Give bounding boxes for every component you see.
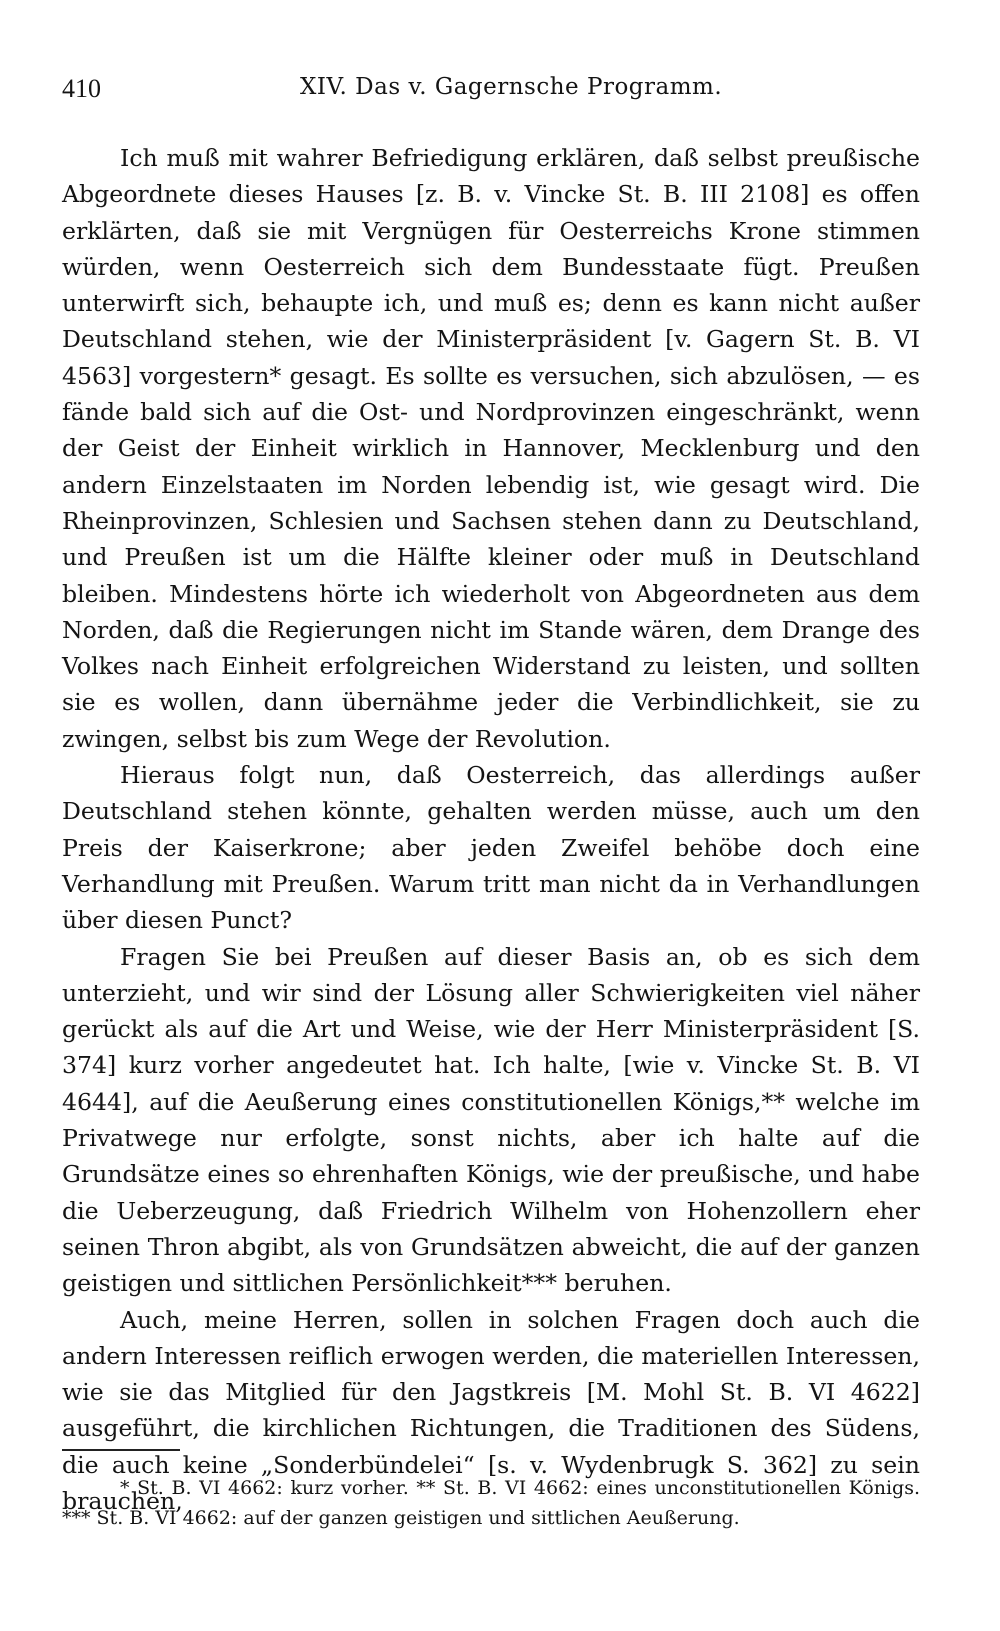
page-header — [62, 74, 920, 114]
footnote: * St. B. VI 4662: kurz vorher. ** St. B. VI 4662: eines unconstitutionellen Königs. *** St. B. VI 4662: auf der ganzen geistigen und sittlichen Aeußerung. — [62, 1477, 920, 1529]
main-text — [62, 140, 920, 1519]
paragraph: Fragen Sie bei Preußen auf dieser Basis an, ob es sich dem unterzieht, und wir sind der Lösung aller Schwierigkeiten viel näher gerückt als auf die Art und Weise, wie der Herr Ministerpräsident [S. 374] kurz vorher angedeutet hat. Ich halte, [wie v. Vincke St. B. VI 4644], auf die Aeußerung eines constitutionellen Königs,** welche im Privatwege nur erfolgte, sonst nichts, aber ich halte auf die Grundsätze eines so ehrenhaften Königs, wie der preußische, und habe die Ueberzeugung, daß Friedrich Wilhelm von Hohenzollern eher seinen Thron abgibt, als von Grundsätzen abweicht, die auf der ganzen geistigen und sittlichen Persönlichkeit*** beruhen. — [62, 942, 920, 1298]
footnotes — [62, 1473, 920, 1533]
paragraph: Auch, meine Herren, sollen in solchen Fragen doch auch die andern Interessen reiflich erwogen werden, die materiellen Interessen, wie sie das Mitglied für den Jagstkreis [M. Mohl St. B. VI 4622] ausgeführt, die kirchlichen Richtungen, die Traditionen des Südens, die auch keine „Sonderbündelei“ [s. v. Wydenbrugk S. 362] zu sein brauchen, — [62, 1305, 920, 1515]
paragraph: Hieraus folgt nun, daß Oesterreich, das allerdings außer Deutschland stehen könnte, gehalten werden müsse, auch um den Preis der Kaiserkrone; aber jeden Zweifel behöbe doch eine Verhandlung mit Preußen. Warum tritt man nicht da in Verhandlungen über diesen Punct? — [62, 761, 920, 935]
page-number: 410 — [62, 74, 101, 103]
footnote-divider — [62, 1449, 180, 1451]
running-head: XIV. Das v. Gagernsche Programm. — [300, 74, 723, 100]
paragraph: Ich muß mit wahrer Befriedigung erklären, daß selbst preußische Abgeordnete dieses Hauses [z. B. v. Vincke St. B. III 2108] es offen erklärten, daß sie mit Vergnügen für Oesterreichs Krone stimmen würden, wenn Oesterreich sich dem Bundesstaate fügt. Preußen unterwirft sich, behaupte ich, und muß es; denn es kann nicht außer Deutschland stehen, wie der Ministerpräsident [v. Gagern St. B. VI 4563] vorgestern* gesagt. Es sollte es versuchen, sich abzulösen, — es fände bald sich auf die Ost- und Nordprovinzen eingeschränkt, wenn der Geist der Einheit wirklich in Hannover, Mecklenburg und den andern Einzelstaaten im Norden lebendig ist, wie gesagt wird. Die Rheinprovinzen, Schlesien und Sachsen stehen dann zu Deutschland, und Preußen ist um die Hälfte kleiner oder muß in Deutschland bleiben. Mindestens hörte ich wiederholt von Abgeordneten aus dem Norden, daß die Regierungen nicht im Stande wären, dem Drange des Volkes nach Einheit erfolgreichen Widerstand zu leisten, und sollten sie es wollen, dann übernähme jeder die Verbindlichkeit, sie zu zwingen, selbst bis zum Wege der Revolution. — [62, 144, 920, 753]
